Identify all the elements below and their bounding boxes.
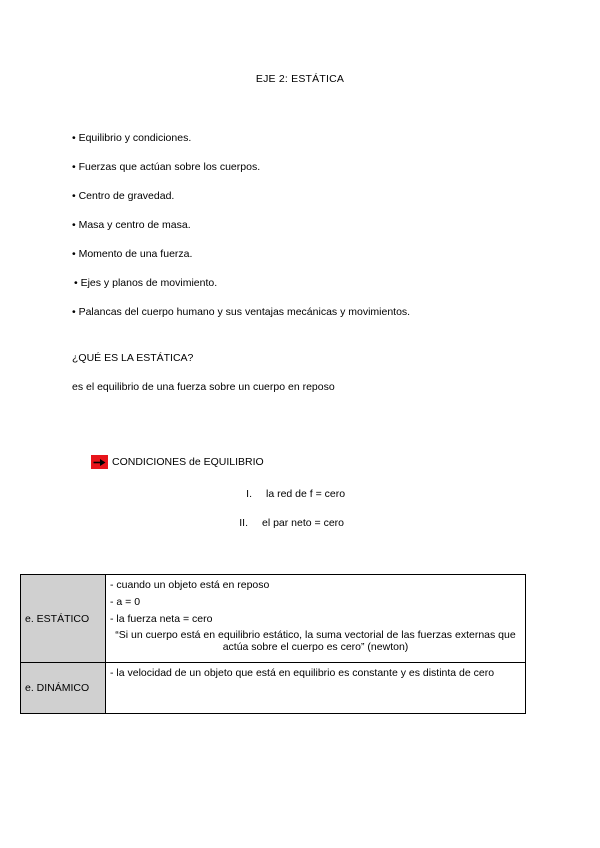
section-question: ¿QUÉ ES LA ESTÁTICA? (72, 352, 194, 364)
table-row (21, 663, 526, 714)
row-label: e. ESTÁTICO (21, 575, 106, 663)
row-line: - la velocidad de un objeto que está en equilibrio es constante y es distinta de cero (110, 667, 495, 679)
list-item: • Centro de gravedad. (72, 190, 175, 202)
condition-text: el par neto = cero (262, 517, 345, 529)
row-label: e. DINÁMICO (21, 663, 106, 714)
right-arrow-icon (91, 455, 108, 469)
topic-list (72, 132, 410, 335)
conditions-heading: CONDICIONES de EQUILIBRIO (112, 456, 264, 468)
table-row (21, 575, 526, 663)
newton-quote: “Si un cuerpo está en equilibrio estático, la suma vectorial de las fuerzas externas que actúa sobre el cuerpo es cero” (newton) (115, 629, 516, 653)
condition-item (228, 488, 345, 500)
condition-item (224, 517, 344, 529)
list-item: • Palancas del cuerpo humano y sus ventajas mecánicas y movimientos. (72, 306, 411, 318)
section-answer: es el equilibrio de una fuerza sobre un cuerpo en reposo (72, 381, 335, 393)
list-item: • Equilibrio y condiciones. (72, 132, 192, 144)
conditions-heading-row (91, 455, 264, 469)
row-content (106, 663, 526, 714)
row-line: - la fuerza neta = cero (110, 613, 213, 625)
equilibrium-table (20, 574, 526, 714)
row-line: - a = 0 (110, 596, 141, 608)
condition-numeral: II. (239, 517, 248, 529)
list-item: • Fuerzas que actúan sobre los cuerpos. (72, 161, 261, 173)
condition-text: la red de f = cero (266, 488, 346, 500)
list-item: • Ejes y planos de movimiento. (74, 277, 218, 289)
list-item: • Masa y centro de masa. (72, 219, 191, 231)
condition-numeral: I. (246, 488, 252, 500)
page-title: EJE 2: ESTÁTICA (255, 73, 345, 85)
list-item: • Momento de una fuerza. (72, 248, 193, 260)
row-content (106, 575, 526, 663)
row-line: - cuando un objeto está en reposo (110, 579, 270, 591)
